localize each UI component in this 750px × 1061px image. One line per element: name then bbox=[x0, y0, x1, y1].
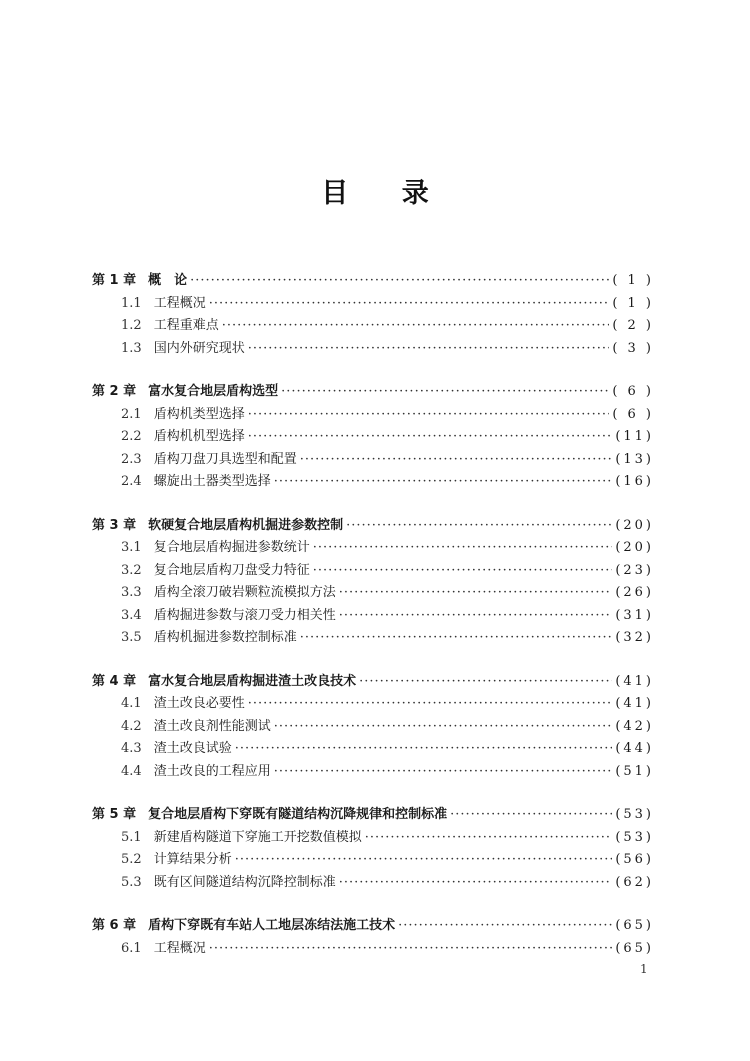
section-entry-title: 工程概况 bbox=[153, 295, 206, 311]
chapter-entry-number: 第 4 章 bbox=[92, 673, 137, 689]
chapter-entry-leader-dots bbox=[346, 515, 612, 538]
chapter-entry-title: 盾构下穿既有车站人工地层冻结法施工技术 bbox=[148, 918, 396, 933]
section-entry-leader-dots bbox=[248, 338, 610, 361]
section-entry[interactable] bbox=[92, 449, 654, 472]
section-entry-title: 渣土改良试验 bbox=[153, 741, 232, 756]
chapter-entry-leader-dots bbox=[281, 381, 609, 404]
section-entry-title: 计算结果分析 bbox=[153, 852, 232, 867]
section-entry-number: 4.3 bbox=[121, 741, 142, 756]
section-entry[interactable] bbox=[92, 605, 654, 628]
section-entry-number: 3.2 bbox=[121, 562, 142, 578]
chapter-entry-leader-dots bbox=[398, 915, 612, 938]
section-entry-number: 2.1 bbox=[121, 406, 142, 422]
chapter-entry-number: 第 3 章 bbox=[92, 517, 137, 533]
chapter-entry[interactable] bbox=[92, 671, 654, 694]
section-entry[interactable] bbox=[92, 404, 654, 427]
section-entry[interactable] bbox=[92, 938, 654, 961]
chapter-block bbox=[92, 270, 654, 360]
section-entry-title: 渣土改良的工程应用 bbox=[153, 763, 271, 779]
section-entry-title: 既有区间隧道结构沉降控制标准 bbox=[153, 874, 336, 890]
chapter-entry-title: 软硬复合地层盾构机掘进参数控制 bbox=[148, 517, 344, 533]
section-entry-page: ( 2 ) bbox=[612, 318, 654, 333]
section-entry[interactable] bbox=[92, 693, 654, 716]
section-entry-title: 国内外研究现状 bbox=[153, 340, 245, 356]
section-entry-number: 2.2 bbox=[121, 429, 142, 444]
chapter-entry-page: (65) bbox=[615, 918, 654, 933]
chapter-entry-number: 第 1 章 bbox=[92, 273, 137, 288]
section-entry-leader-dots bbox=[339, 582, 613, 605]
chapter-entry-page: (20) bbox=[615, 517, 654, 533]
section-entry-page: (23) bbox=[615, 562, 654, 578]
section-entry-leader-dots bbox=[313, 560, 613, 583]
section-entry-page: (32) bbox=[615, 630, 654, 645]
section-entry-page: (44) bbox=[615, 741, 654, 756]
chapter-block bbox=[92, 804, 654, 894]
section-entry-number: 3.3 bbox=[121, 585, 142, 600]
section-entry-number: 3.4 bbox=[121, 607, 142, 623]
section-entry-leader-dots bbox=[339, 605, 613, 628]
page-number: 1 bbox=[640, 962, 648, 976]
section-entry-page: (53) bbox=[615, 829, 654, 845]
section-entry-leader-dots bbox=[248, 426, 613, 449]
section-entry-leader-dots bbox=[365, 827, 613, 850]
section-entry-title: 盾构掘进参数与滚刀受力相关性 bbox=[153, 607, 336, 623]
section-entry-page: (42) bbox=[615, 718, 654, 734]
section-entry-title: 渣土改良剂性能测试 bbox=[153, 718, 271, 734]
section-entry[interactable] bbox=[92, 315, 654, 338]
table-of-contents bbox=[92, 270, 654, 981]
chapter-entry-title: 富水复合地层盾构选型 bbox=[148, 384, 279, 399]
section-entry-page: (11) bbox=[615, 429, 654, 444]
section-entry-page: (65) bbox=[615, 940, 654, 956]
chapter-entry-title: 富水复合地层盾构掘进渣土改良技术 bbox=[148, 673, 357, 689]
chapter-entry-page: ( 1 ) bbox=[612, 273, 654, 288]
section-entry[interactable] bbox=[92, 560, 654, 583]
chapter-entry-number: 第 2 章 bbox=[92, 384, 137, 399]
section-entry[interactable] bbox=[92, 537, 654, 560]
section-entry-leader-dots bbox=[300, 627, 613, 650]
section-entry-number: 4.4 bbox=[121, 763, 142, 779]
section-entry-number: 3.1 bbox=[121, 540, 142, 555]
chapter-entry[interactable] bbox=[92, 515, 654, 538]
section-entry[interactable] bbox=[92, 293, 654, 316]
section-entry-leader-dots bbox=[235, 849, 613, 872]
section-entry-page: ( 6 ) bbox=[612, 406, 654, 422]
section-entry-page: (16) bbox=[615, 474, 654, 489]
section-entry-leader-dots bbox=[274, 716, 613, 739]
section-entry-number: 5.2 bbox=[121, 852, 142, 867]
section-entry-page: (51) bbox=[615, 763, 654, 779]
page-title: 目 录 bbox=[321, 178, 451, 209]
section-entry-page: (62) bbox=[615, 874, 654, 890]
section-entry[interactable] bbox=[92, 827, 654, 850]
section-entry-number: 1.3 bbox=[121, 340, 142, 356]
section-entry-page: ( 3 ) bbox=[612, 340, 654, 356]
section-entry-number: 3.5 bbox=[121, 630, 142, 645]
chapter-entry-number: 第 5 章 bbox=[92, 807, 137, 822]
chapter-entry[interactable] bbox=[92, 381, 654, 404]
chapter-entry-page: ( 6 ) bbox=[612, 384, 654, 399]
section-entry[interactable] bbox=[92, 738, 654, 761]
chapter-entry[interactable] bbox=[92, 270, 654, 293]
section-entry[interactable] bbox=[92, 338, 654, 361]
section-entry-number: 4.1 bbox=[121, 696, 142, 711]
section-entry-number: 6.1 bbox=[121, 940, 142, 956]
section-entry-number: 1.2 bbox=[121, 318, 142, 333]
section-entry-number: 2.3 bbox=[121, 451, 142, 467]
chapter-entry-leader-dots bbox=[190, 270, 609, 293]
section-entry-title: 渣土改良必要性 bbox=[153, 696, 245, 711]
section-entry-leader-dots bbox=[248, 404, 610, 427]
section-entry-leader-dots bbox=[222, 315, 610, 338]
section-entry-page: (26) bbox=[615, 585, 654, 600]
section-entry-leader-dots bbox=[248, 693, 613, 716]
chapter-entry-leader-dots bbox=[359, 671, 612, 694]
chapter-block bbox=[92, 515, 654, 650]
chapter-entry-leader-dots bbox=[450, 804, 612, 827]
chapter-entry-page: (53) bbox=[615, 807, 654, 822]
section-entry-leader-dots bbox=[209, 938, 613, 961]
section-entry-number: 1.1 bbox=[121, 295, 142, 311]
chapter-entry-title: 概 论 bbox=[148, 273, 188, 288]
section-entry[interactable] bbox=[92, 849, 654, 872]
section-entry-number: 4.2 bbox=[121, 718, 142, 734]
chapter-entry-number: 第 6 章 bbox=[92, 918, 137, 933]
section-entry-title: 盾构机掘进参数控制标准 bbox=[153, 630, 297, 645]
section-entry[interactable] bbox=[92, 716, 654, 739]
section-entry[interactable] bbox=[92, 582, 654, 605]
section-entry-title: 新建盾构隧道下穿施工开挖数值模拟 bbox=[153, 829, 362, 845]
section-entry-title: 盾构机机型选择 bbox=[153, 429, 245, 444]
chapter-entry-page: (41) bbox=[615, 673, 654, 689]
section-entry-page: (31) bbox=[615, 607, 654, 623]
chapter-block bbox=[92, 381, 654, 494]
section-entry-leader-dots bbox=[339, 872, 613, 895]
section-entry-page: (20) bbox=[615, 540, 654, 555]
chapter-entry[interactable] bbox=[92, 804, 654, 827]
section-entry-number: 5.3 bbox=[121, 874, 142, 890]
section-entry-leader-dots bbox=[300, 449, 613, 472]
section-entry[interactable] bbox=[92, 872, 654, 895]
section-entry-title: 盾构刀盘刀具选型和配置 bbox=[153, 451, 297, 467]
section-entry[interactable] bbox=[92, 471, 654, 494]
chapter-block bbox=[92, 915, 654, 960]
section-entry-title: 工程重难点 bbox=[153, 318, 219, 333]
section-entry-page: (13) bbox=[615, 451, 654, 467]
section-entry-leader-dots bbox=[274, 471, 613, 494]
chapter-entry-title: 复合地层盾构下穿既有隧道结构沉降规律和控制标准 bbox=[148, 807, 448, 822]
section-entry-title: 复合地层盾构刀盘受力特征 bbox=[153, 562, 310, 578]
section-entry-leader-dots bbox=[274, 761, 613, 784]
section-entry-title: 盾构机类型选择 bbox=[153, 406, 245, 422]
section-entry-page: (56) bbox=[615, 852, 654, 867]
section-entry-page: (41) bbox=[615, 696, 654, 711]
section-entry-leader-dots bbox=[313, 537, 613, 560]
chapter-entry[interactable] bbox=[92, 915, 654, 938]
section-entry[interactable] bbox=[92, 426, 654, 449]
section-entry-title: 盾构全滚刀破岩颗粒流模拟方法 bbox=[153, 585, 336, 600]
section-entry[interactable] bbox=[92, 627, 654, 650]
section-entry-page: ( 1 ) bbox=[612, 295, 654, 311]
section-entry-title: 工程概况 bbox=[153, 940, 206, 956]
chapter-block bbox=[92, 671, 654, 784]
section-entry[interactable] bbox=[92, 761, 654, 784]
section-entry-leader-dots bbox=[209, 293, 610, 316]
section-entry-number: 2.4 bbox=[121, 474, 142, 489]
section-entry-number: 5.1 bbox=[121, 829, 142, 845]
section-entry-title: 螺旋出土器类型选择 bbox=[153, 474, 271, 489]
section-entry-title: 复合地层盾构掘进参数统计 bbox=[153, 540, 310, 555]
section-entry-leader-dots bbox=[235, 738, 613, 761]
